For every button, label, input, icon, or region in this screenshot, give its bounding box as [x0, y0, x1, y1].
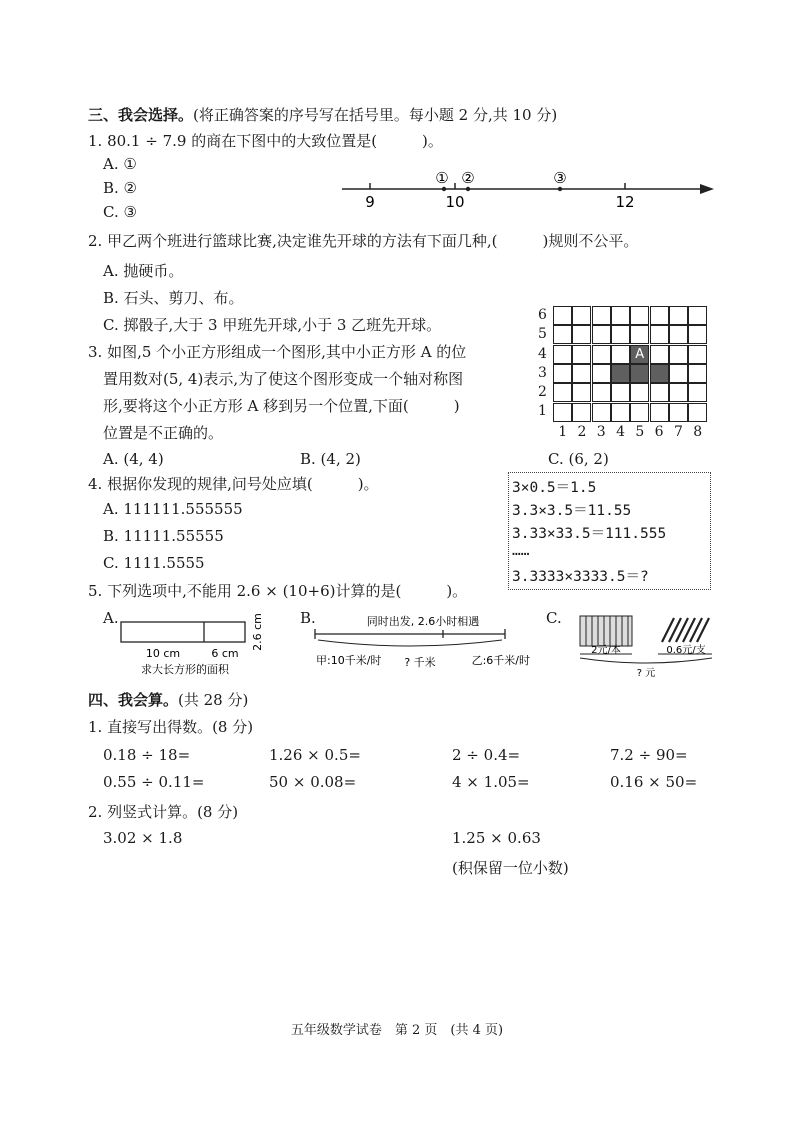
grid-cell — [592, 325, 611, 344]
grid-cell — [650, 345, 669, 364]
q3-option-c: C. (6, 2) — [548, 450, 609, 468]
grid-cell — [688, 306, 707, 325]
a-height: 2.6 cm — [251, 613, 264, 651]
grid-cell — [611, 325, 630, 344]
q1-option-b: B. ② — [103, 179, 138, 197]
c-price-2: 0.6元/支 — [666, 645, 706, 656]
grid-cell — [553, 306, 572, 325]
grid-cell — [688, 325, 707, 344]
grid-cell — [592, 403, 611, 422]
q5-c-label: C. — [546, 609, 562, 627]
q2-option-a: A. 抛硬币。 — [103, 262, 184, 280]
grid-cell — [669, 364, 688, 383]
q5-b-label: B. — [300, 609, 316, 627]
grid-cell — [688, 403, 707, 422]
grid-cell — [630, 364, 649, 383]
grid-cell — [592, 383, 611, 402]
section3-title: 三、我会选择。 — [88, 106, 194, 124]
grid-cell — [650, 325, 669, 344]
calc-item: 0.16 × 50= — [610, 773, 698, 791]
grid-cell — [650, 364, 669, 383]
q5-stem: 5. 下列选项中,不能用 2.6 × (10+6)计算的是( )。 — [88, 582, 468, 600]
grid-cell — [553, 383, 572, 402]
c-price-1: 2元/本 — [591, 645, 621, 656]
grid-cell — [572, 403, 591, 422]
section4-title: 四、我会算。 — [88, 691, 179, 709]
grid-cell — [650, 383, 669, 402]
q4-stem: 4. 根据你发现的规律,问号处应填( )。 — [88, 475, 379, 493]
grid-cell — [572, 345, 591, 364]
grid-cell — [611, 306, 630, 325]
grid-cell — [611, 383, 630, 402]
calc-item: 50 × 0.08= — [269, 773, 357, 791]
x-label: 6 — [654, 424, 664, 440]
grid-cell — [553, 403, 572, 422]
q5-a-rectangle-figure — [115, 610, 265, 680]
grid-cell — [572, 364, 591, 383]
y-label: 6 — [538, 307, 547, 323]
pattern-line: 3.33×33.5＝111.555 — [512, 526, 667, 542]
y-label: 3 — [538, 364, 547, 381]
c-total: ? 元 — [636, 668, 656, 679]
calc-item: 2 ÷ 0.4= — [452, 746, 521, 764]
section3-note: (将正确答案的序号写在括号里。每小题 2 分,共 10 分) — [193, 106, 558, 124]
x-label: 4 — [616, 424, 625, 440]
grid-cell — [630, 325, 649, 344]
grid-cell — [669, 403, 688, 422]
vertical-calc-right: 1.25 × 0.63 — [452, 829, 541, 847]
a-width-2: 6 cm — [211, 647, 239, 660]
y-label: 1 — [538, 403, 547, 420]
grid-cell — [630, 306, 649, 325]
section4-heading — [88, 689, 248, 710]
grid-cell — [611, 345, 630, 364]
grid-cell — [669, 325, 688, 344]
pattern-line: 3.3333×3333.5＝? — [512, 569, 649, 585]
q3-option-b: B. (4, 2) — [300, 450, 361, 468]
y-label: 5 — [538, 326, 547, 343]
p2-title: 2. 列竖式计算。(8 分) — [88, 803, 239, 821]
x-label: 8 — [693, 424, 703, 440]
grid-cell — [553, 364, 572, 383]
q4-option-b: B. 11111.55555 — [103, 527, 224, 545]
q3-line-4: 位置是不正确的。 — [103, 424, 224, 442]
b-left-text: 甲:10千米/时 — [316, 654, 382, 667]
x-label: 3 — [596, 424, 606, 440]
q5-c-books-pens-figure — [570, 608, 730, 680]
grid-cell — [611, 364, 630, 383]
calc-item: 0.55 ÷ 0.11= — [103, 773, 205, 791]
q1-option-c: C. ③ — [103, 203, 137, 221]
q1-option-a: A. ① — [103, 155, 137, 173]
books-icon — [580, 616, 632, 646]
calc-item: 0.18 ÷ 18= — [103, 746, 191, 764]
y-label: 4 — [538, 345, 547, 362]
a-caption: 求大长方形的面积 — [141, 663, 229, 676]
vertical-calc-left: 3.02 × 1.8 — [103, 829, 183, 847]
tick-label-9: 9 — [365, 193, 375, 211]
b-top-text: 同时出发, 2.6小时相遇 — [366, 615, 480, 628]
q5-a-label: A. — [103, 609, 119, 627]
q3-line-2: 置用数对(5, 4)表示,为了使这个图形变成一个轴对称图 — [103, 370, 464, 388]
x-label: 2 — [577, 424, 587, 440]
mark-1: ① — [435, 169, 449, 187]
mark-2: ② — [461, 169, 475, 187]
calc-item: 4 × 1.05= — [452, 773, 530, 791]
q2-option-c: C. 掷骰子,大于 3 甲班先开球,小于 3 乙班先开球。 — [103, 316, 442, 334]
vertical-calc-note: (积保留一位小数) — [452, 859, 569, 877]
q3-grid — [553, 306, 707, 422]
grid-cell — [669, 345, 688, 364]
grid-cell — [572, 383, 591, 402]
grid-cell — [650, 306, 669, 325]
x-label: 7 — [673, 424, 683, 440]
grid-cell — [650, 403, 669, 422]
section4-note: (共 28 分) — [178, 691, 249, 709]
grid-cell — [572, 306, 591, 325]
grid-cell — [630, 383, 649, 402]
grid-label-a: A — [635, 346, 645, 362]
q3-line-3: 形,要将这个小正方形 A 移到另一个位置,下面( ) — [103, 397, 460, 415]
calc-item: 1.26 × 0.5= — [269, 746, 361, 764]
section3-heading — [88, 104, 557, 125]
grid-cell — [553, 345, 572, 364]
grid-cell — [688, 345, 707, 364]
grid-cell — [592, 364, 611, 383]
x-label: 1 — [558, 424, 568, 440]
grid-y-labels — [538, 306, 552, 422]
page-footer: 五年级数学试卷 第 2 页 (共 4 页) — [290, 1023, 504, 1038]
grid-cell — [688, 383, 707, 402]
grid-cell — [592, 345, 611, 364]
q1-stem: 1. 80.1 ÷ 7.9 的商在下图中的大致位置是( )。 — [88, 132, 443, 150]
calc-item: 7.2 ÷ 90= — [610, 746, 688, 764]
grid-cell — [688, 364, 707, 383]
grid-cell — [553, 325, 572, 344]
grid-cell — [630, 403, 649, 422]
q2-option-b: B. 石头、剪刀、布。 — [103, 289, 244, 307]
grid-cell — [669, 306, 688, 325]
tick-label-10: 10 — [445, 193, 465, 211]
q3-line-1: 3. 如图,5 个小正方形组成一个图形,其中小正方形 A 的位 — [88, 343, 467, 361]
y-label: 2 — [538, 384, 547, 401]
q3-option-a: A. (4, 4) — [103, 450, 164, 468]
q5-b-meeting-figure — [310, 612, 535, 672]
grid-cell — [630, 345, 649, 364]
grid-cell — [592, 306, 611, 325]
grid-cell — [611, 403, 630, 422]
tick-label-12: 12 — [615, 193, 635, 211]
pattern-line: 3×0.5＝1.5 — [512, 480, 597, 496]
q2-stem: 2. 甲乙两个班进行篮球比赛,决定谁先开球的方法有下面几种,( )规则不公平。 — [88, 232, 639, 250]
b-mid-text: ? 千米 — [404, 656, 436, 669]
x-label: 5 — [635, 424, 645, 440]
grid-x-labels — [553, 424, 713, 440]
q4-option-a: A. 111111.555555 — [103, 500, 243, 518]
p1-title: 1. 直接写出得数。(8 分) — [88, 718, 254, 736]
pens-icon — [662, 618, 709, 642]
pattern-line: …… — [512, 543, 530, 559]
pattern-line: 3.3×3.5＝11.55 — [512, 503, 632, 519]
b-right-text: 乙:6千米/时 — [471, 654, 530, 667]
mark-3: ③ — [553, 169, 567, 187]
grid-cell — [669, 383, 688, 402]
grid-cell — [572, 325, 591, 344]
q4-option-c: C. 1111.5555 — [103, 554, 205, 572]
a-width-1: 10 cm — [145, 647, 181, 660]
q1-number-line — [330, 165, 720, 215]
